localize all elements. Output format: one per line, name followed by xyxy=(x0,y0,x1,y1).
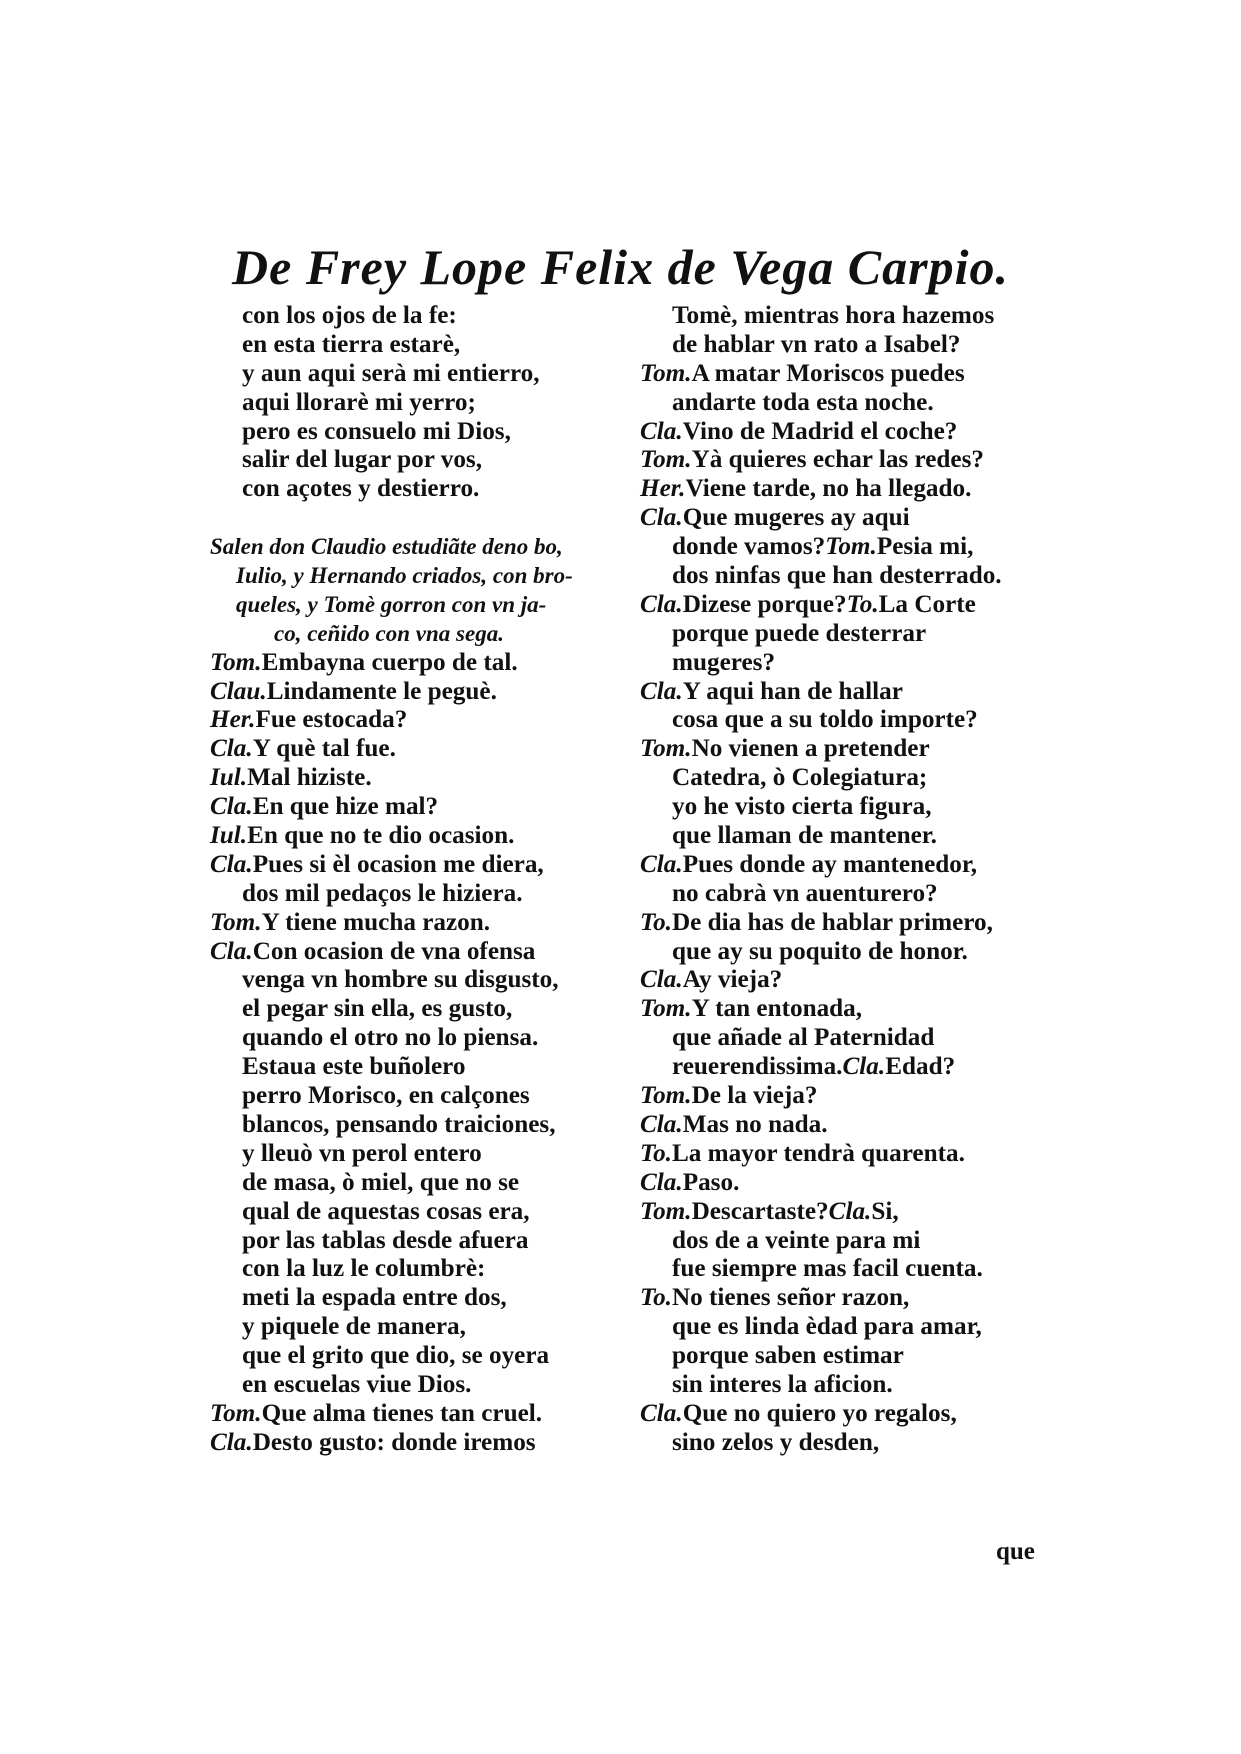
speech-line xyxy=(640,360,1050,389)
speech-text: No tienes señor razon, xyxy=(671,1284,910,1312)
speech-line xyxy=(210,1400,610,1429)
speech-text: Fue estocada? xyxy=(255,706,408,734)
verse-line: blancos, pensando traiciones, xyxy=(242,1110,556,1138)
verse-line: yo he visto cierta figura, xyxy=(672,793,932,821)
catchword: que xyxy=(996,1538,1035,1565)
speech-text: Si, xyxy=(871,1197,899,1225)
verse-line: salir del lugar por vos, xyxy=(242,446,483,474)
verse-line: con la luz le columbrè: xyxy=(242,1255,486,1283)
speech-text: La Corte xyxy=(878,590,976,618)
speech-text: Paso. xyxy=(682,1168,740,1196)
speech-line xyxy=(640,533,1050,562)
verse-line: mugeres? xyxy=(672,648,776,676)
speech-text: Y tiene mucha razon. xyxy=(261,908,491,936)
speaker-label: Tom. xyxy=(640,735,692,763)
speech-text: donde vamos? xyxy=(672,533,826,561)
speaker-label: Cla. xyxy=(640,1168,683,1196)
verse-line: el pegar sin ella, es gusto, xyxy=(242,995,513,1023)
right-column xyxy=(640,302,1050,1458)
speech-line xyxy=(640,446,1050,475)
speech-text: De la vieja? xyxy=(691,1082,818,1110)
speech-text: Desto gusto: donde iremos xyxy=(252,1428,536,1456)
speaker-label: Cla. xyxy=(210,850,253,878)
verse-line: Tomè, mientras hora hazemos xyxy=(672,302,995,329)
speaker-label: Cla. xyxy=(842,1053,886,1081)
speech-text: Yà quieres echar las redes? xyxy=(691,446,984,474)
speech-line xyxy=(210,822,610,851)
speaker-label: Tom. xyxy=(640,995,692,1023)
speaker-label: Cla. xyxy=(640,677,683,705)
verse-line: perro Morisco, en calçones xyxy=(242,1082,530,1110)
verse-line: porque saben estimar xyxy=(672,1342,904,1370)
speaker-label: Cla. xyxy=(640,1399,683,1427)
verse-line: y aun aqui serà mi entierro, xyxy=(242,359,540,387)
speech-text: Con ocasion de vna ofensa xyxy=(252,937,536,965)
speech-text: Vino de Madrid el coche? xyxy=(682,417,958,445)
speech-text: A matar Moriscos puedes xyxy=(691,359,965,387)
speech-line xyxy=(640,995,1050,1024)
speech-text: Mas no nada. xyxy=(682,1110,828,1138)
speaker-label: Tom. xyxy=(640,1197,692,1225)
speech-line xyxy=(640,1198,1050,1227)
speaker-label: Tom. xyxy=(640,1082,692,1110)
speaker-label: Tom. xyxy=(640,359,692,387)
verse-line: por las tablas desde afuera xyxy=(242,1226,529,1254)
speaker-label: Cla. xyxy=(210,793,253,821)
verse-line: dos ninfas que han desterrado. xyxy=(672,562,1002,590)
speech-text: Edad? xyxy=(885,1053,956,1081)
blank-line xyxy=(210,504,610,533)
verse-line: de masa, ò miel, que no se xyxy=(242,1168,520,1196)
speaker-label: Cla. xyxy=(210,1428,253,1456)
speaker-label: Iul. xyxy=(210,764,248,792)
left-column xyxy=(210,302,610,1458)
speech-line xyxy=(640,504,1050,533)
speech-line xyxy=(640,966,1050,995)
verse-line: sin interes la aficion. xyxy=(672,1370,893,1398)
speech-text: De dia has de hablar primero, xyxy=(671,908,993,936)
speech-line xyxy=(640,591,1050,620)
speech-text: Y aqui han de hallar xyxy=(682,677,903,705)
speech-line xyxy=(640,1053,1050,1082)
verse-line: qual de aquestas cosas era, xyxy=(242,1197,530,1225)
speaker-label: Tom. xyxy=(210,648,262,676)
verse-line: que añade al Paternidad xyxy=(672,1024,935,1052)
speaker-label: Cla. xyxy=(828,1197,872,1225)
stage-direction: co, ceñido con vna sega. xyxy=(274,620,504,646)
speech-text: La mayor tendrà quarenta. xyxy=(671,1139,965,1167)
speech-line xyxy=(210,764,610,793)
verse-line: aqui llorarè mi yerro; xyxy=(242,388,476,416)
speech-line xyxy=(640,1082,1050,1111)
speaker-label: To. xyxy=(640,1284,672,1312)
speaker-label: Clau. xyxy=(210,677,267,705)
stage-direction: Iulio, y Hernando criados, con bro- xyxy=(236,563,573,589)
speaker-label: Cla. xyxy=(640,1110,683,1138)
speech-line xyxy=(210,735,610,764)
verse-line: que ay su poquito de honor. xyxy=(672,937,968,965)
speaker-label: Cla. xyxy=(640,504,683,532)
speech-line xyxy=(640,475,1050,504)
verse-line: con los ojos de la fe: xyxy=(242,302,457,329)
speech-line xyxy=(640,851,1050,880)
speaker-label: Iul. xyxy=(210,822,248,850)
speech-line xyxy=(210,793,610,822)
verse-line: que es linda èdad para amar, xyxy=(672,1313,982,1341)
verse-line: Catedra, ò Colegiatura; xyxy=(672,764,928,792)
stage-direction: Salen don Claudio estudiãte deno bo, xyxy=(210,534,563,560)
verse-line: dos mil pedaços le hiziera. xyxy=(242,879,523,907)
verse-line: dos de a veinte para mi xyxy=(672,1226,921,1254)
verse-line: cosa que a su toldo importe? xyxy=(672,706,978,734)
speaker-label: Her. xyxy=(640,475,686,503)
speech-line xyxy=(210,649,610,678)
verse-line: venga vn hombre su disgusto, xyxy=(242,966,559,994)
speech-text: Embayna cuerpo de tal. xyxy=(261,648,518,676)
verse-line: Estaua este buñolero xyxy=(242,1053,466,1081)
speaker-label: Tom. xyxy=(640,446,692,474)
speaker-label: Cla. xyxy=(640,966,683,994)
speech-line xyxy=(640,1169,1050,1198)
verse-line: andarte toda esta noche. xyxy=(672,388,934,416)
verse-line: con açotes y destierro. xyxy=(242,475,480,503)
speech-line xyxy=(640,678,1050,707)
speaker-label: To. xyxy=(846,590,879,618)
speaker-label: Tom. xyxy=(825,533,877,561)
speech-line xyxy=(210,909,610,938)
verse-line: que el grito que dio, se oyera xyxy=(242,1342,550,1370)
speaker-label: Cla. xyxy=(640,850,683,878)
speech-line xyxy=(210,706,610,735)
speaker-label: Her. xyxy=(210,706,256,734)
speech-text: Pesia mi, xyxy=(876,533,974,561)
speech-text: Que no quiero yo regalos, xyxy=(682,1399,957,1427)
verse-line: y lleuò vn perol entero xyxy=(242,1139,482,1167)
speaker-label: Cla. xyxy=(640,417,683,445)
speaker-label: Cla. xyxy=(640,590,683,618)
verse-line: sino zelos y desden, xyxy=(672,1428,880,1456)
speaker-label: Cla. xyxy=(210,937,253,965)
verse-line: no cabrà vn auenturero? xyxy=(672,879,938,907)
speech-text: Ay vieja? xyxy=(682,966,783,994)
speech-text: Y tan entonada, xyxy=(691,995,863,1023)
speech-line xyxy=(210,678,610,707)
speech-text: Mal hiziste. xyxy=(247,764,372,792)
speech-text: Lindamente le peguè. xyxy=(266,677,497,705)
speech-text: En que no te dio ocasion. xyxy=(247,822,515,850)
speech-text: Viene tarde, no ha llegado. xyxy=(685,475,972,503)
speech-line xyxy=(210,938,610,967)
running-header: De Frey Lope Felix de Vega Carpio. xyxy=(232,239,1009,295)
speaker-label: To. xyxy=(640,908,672,936)
speech-line xyxy=(640,1111,1050,1140)
speech-text: Que alma tienes tan cruel. xyxy=(261,1399,543,1427)
verse-line: porque puede desterrar xyxy=(672,619,927,647)
verse-line: que llaman de mantener. xyxy=(672,822,937,850)
verse-line: quando el otro no lo piensa. xyxy=(242,1024,539,1052)
speech-text: Que mugeres ay aqui xyxy=(682,504,910,532)
speech-line xyxy=(210,851,610,880)
speech-text: Pues donde ay mantenedor, xyxy=(682,850,978,878)
verse-line: en escuelas viue Dios. xyxy=(242,1370,472,1398)
speech-line xyxy=(640,735,1050,764)
speech-text: Pues si èl ocasion me diera, xyxy=(252,850,544,878)
verse-line: fue siempre mas facil cuenta. xyxy=(672,1255,983,1283)
speech-text: No vienen a pretender xyxy=(691,735,930,763)
verse-line: meti la espada entre dos, xyxy=(242,1284,507,1312)
speech-line xyxy=(640,418,1050,447)
speech-text: Descartaste? xyxy=(691,1197,829,1225)
verse-line: de hablar vn rato a Isabel? xyxy=(672,330,961,358)
speaker-label: Cla. xyxy=(210,735,253,763)
speech-text: Dizese porque? xyxy=(682,590,847,618)
verse-line: y piquele de manera, xyxy=(242,1313,466,1341)
speaker-label: Tom. xyxy=(210,1399,262,1427)
speech-line xyxy=(640,1400,1050,1429)
speech-line xyxy=(210,1429,610,1458)
verse-line: en esta tierra estarè, xyxy=(242,330,461,358)
speech-line xyxy=(640,1140,1050,1169)
verse-line: pero es consuelo mi Dios, xyxy=(242,417,511,445)
speaker-label: To. xyxy=(640,1139,672,1167)
speech-line xyxy=(640,1284,1050,1313)
speech-line xyxy=(640,909,1050,938)
speech-text: En que hize mal? xyxy=(252,793,439,821)
stage-direction: queles, y Tomè gorron con vn ja- xyxy=(236,591,547,617)
speech-text: reuerendissima. xyxy=(672,1053,843,1081)
speech-text: Y què tal fue. xyxy=(252,735,396,763)
speaker-label: Tom. xyxy=(210,908,262,936)
